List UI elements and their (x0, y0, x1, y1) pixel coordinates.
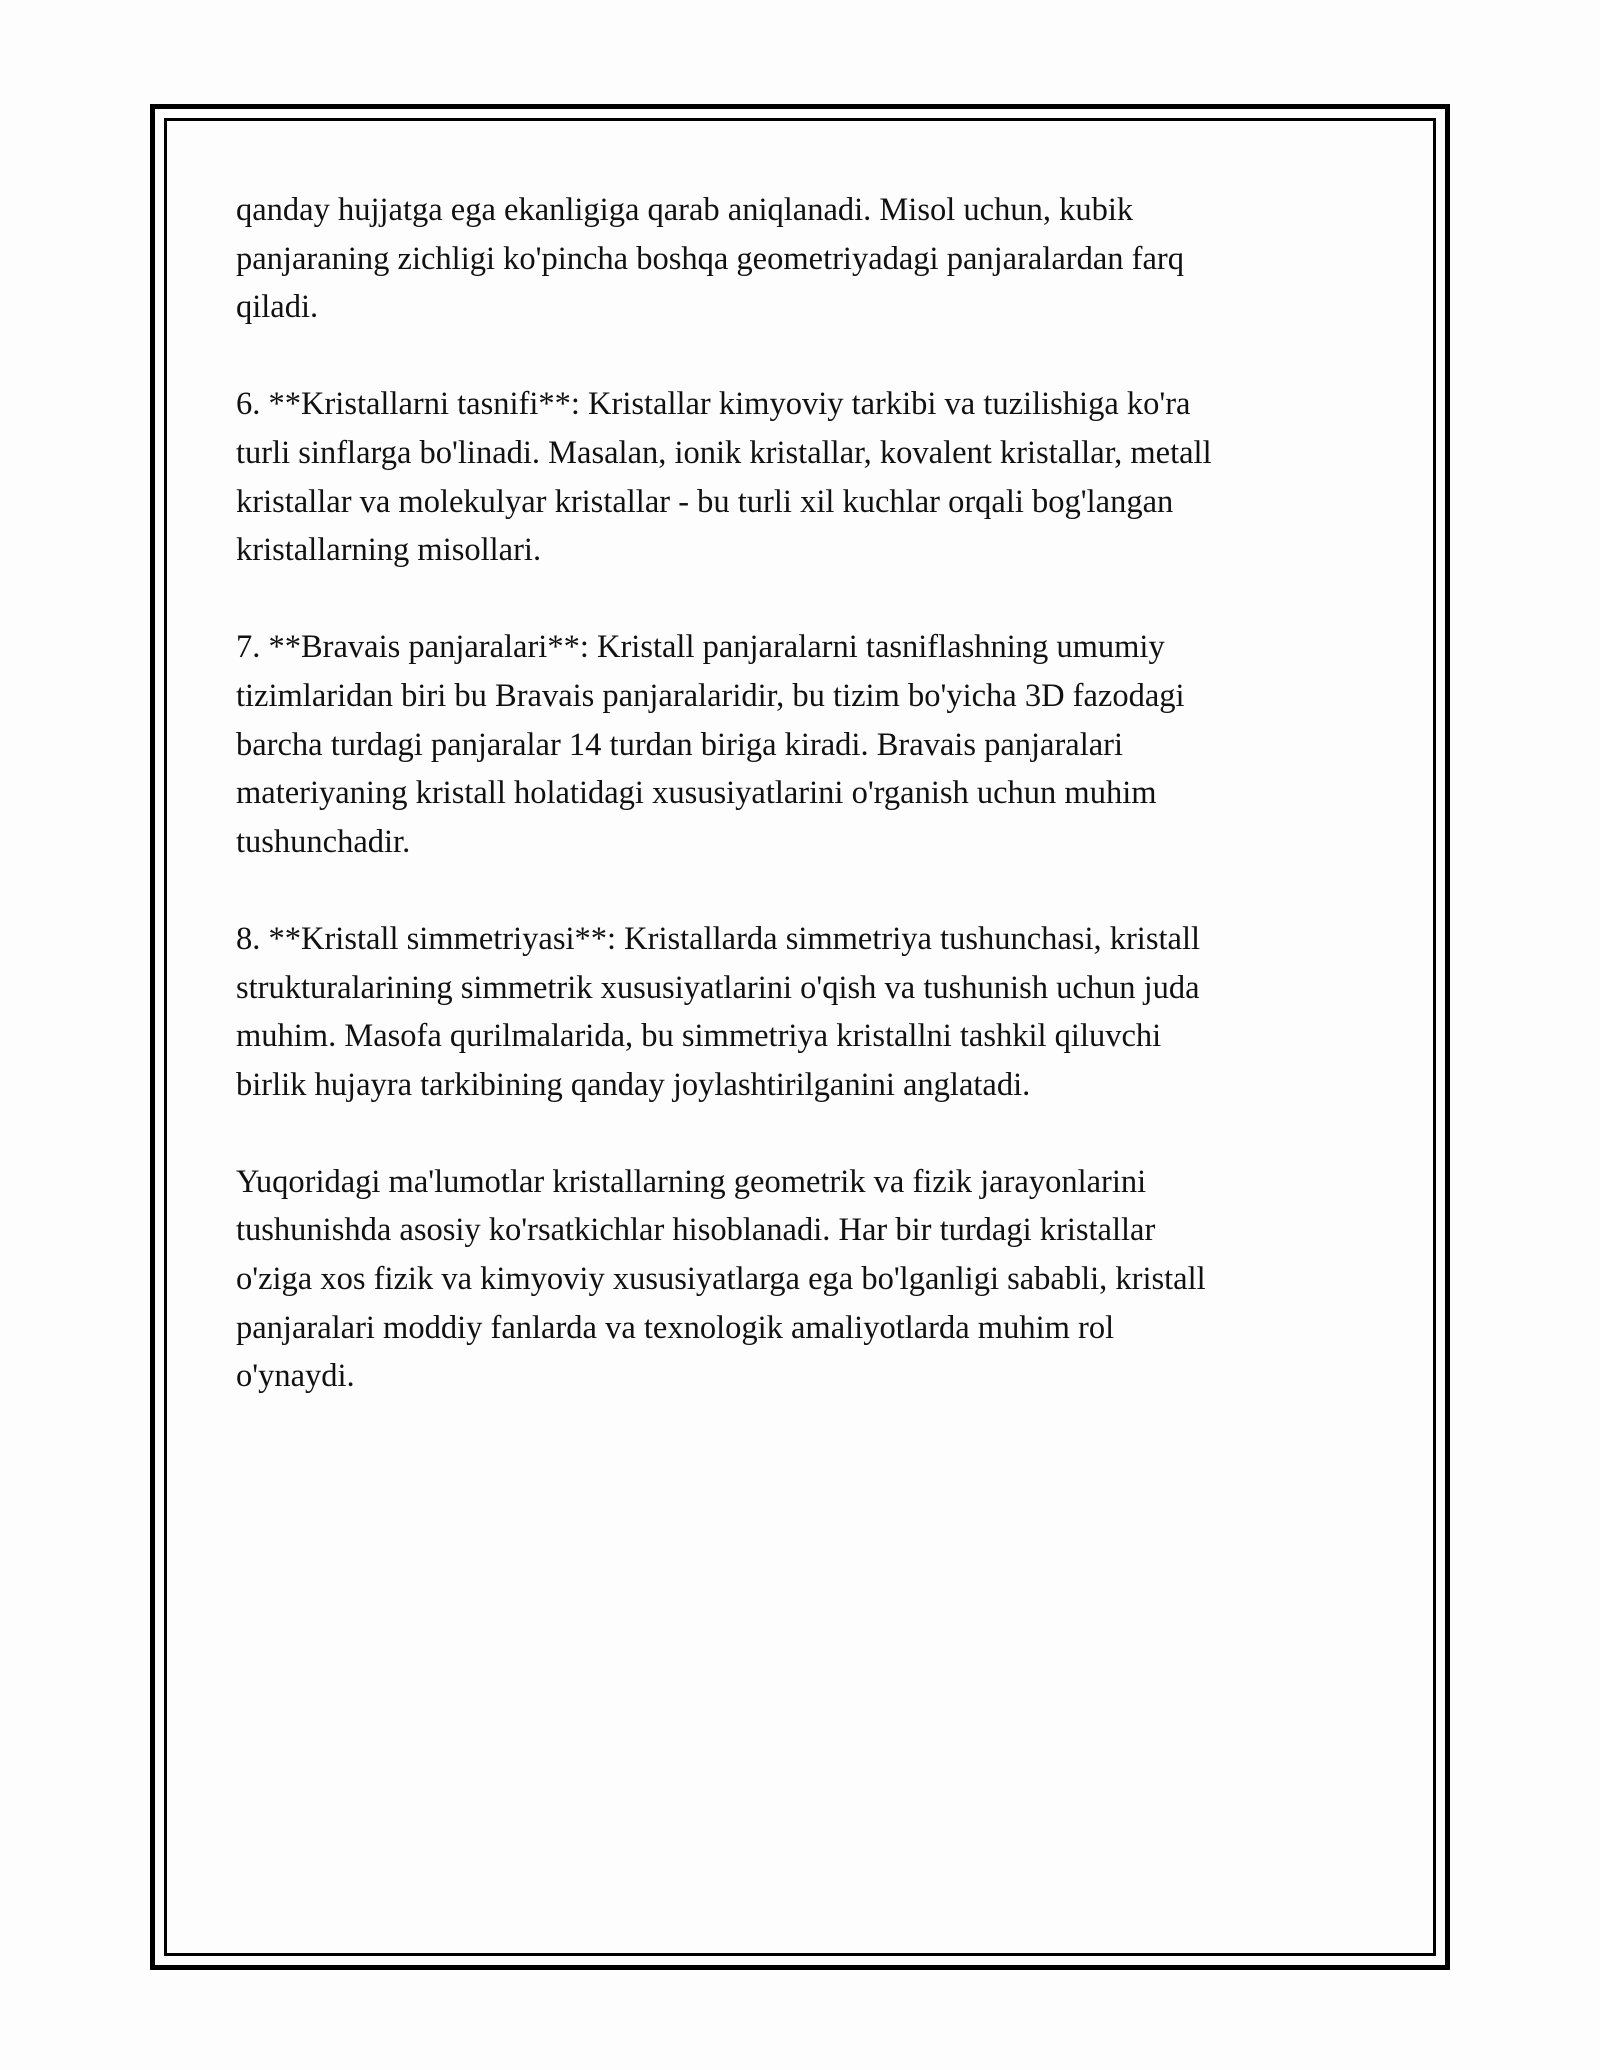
paragraph-conclusion: Yuqoridagi ma'lumotlar kristallarning geometrik va fizik jarayonlarini tushunishda asosiy ko'rsatkichlar hisoblanadi. Har bir turdagi kristallar o'ziga xos fizik va kimyoviy xususiyatlarga ega bo'lganligi sababli, kristall panjaralari moddiy fanlarda va texnologik amaliyotlarda muhim rol o'ynaydi. (236, 1163, 1206, 1395)
paragraph-bravais-lattices: 7. **Bravais panjaralari**: Kristall panjaralarni tasniflashning umumiy tizimlaridan biri bu Bravais panjaralaridir, bu tizim bo'yicha 3D fazodagi barcha turdagi panjaralar 14 turdan biriga kiradi. Bravais panjaralari materiyaning kristall holatidagi xususiyatlarini o'rganish uchun muhim tushunchadir. (236, 629, 1185, 860)
paragraph-crystal-classification: 6. **Kristallarni tasnifi**: Kristallar kimyoviy tarkibi va tuzilishiga ko'ra turli sinflarga bo'linadi. Masalan, ionik kristallar, kovalent kristallar, metall kristallar va molekulyar kristallar - bu turli xil kuchlar orqali bog'langan kristallarning misollari. (236, 386, 1212, 569)
paragraph-crystal-symmetry: 8. **Kristall simmetriyasi**: Kristallarda simmetriya tushunchasi, kristall strukturalarining simmetrik xususiyatlarini o'qish va tushunish uchun juda muhim. Masofa qurilmalarida, bu simmetriya kristallni tashkil qiluvchi birlik hujayra tarkibining qanday joylashtirilganini anglatadi. (236, 920, 1201, 1103)
paragraph-density-continuation: qanday hujjatga ega ekanligiga qarab aniqlanadi. Misol uchun, kubik panjaraning zichligi ko'pincha boshqa geometriyadagi panjaralardan farq qiladi. (236, 192, 1184, 326)
document-body (236, 186, 1356, 1449)
